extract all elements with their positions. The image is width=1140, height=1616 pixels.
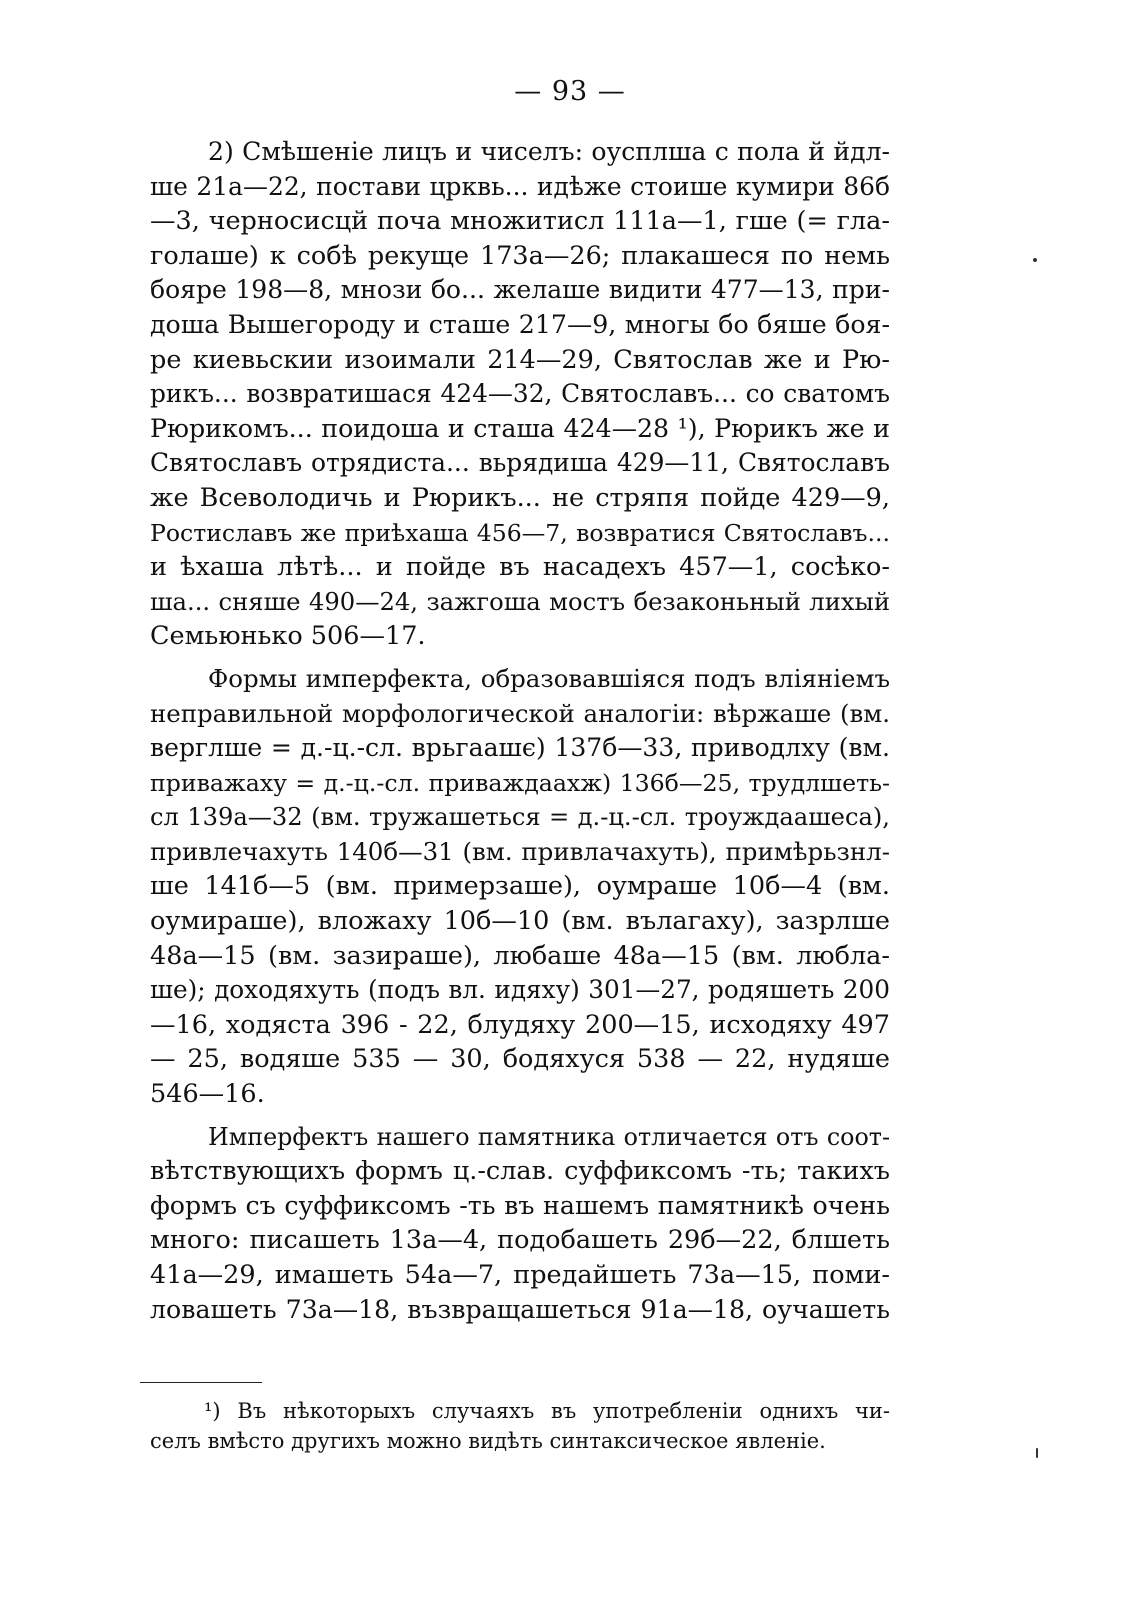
text-line: 48а—15 (вм. зазираше), любаше 48а—15 (вм. любла- xyxy=(150,940,890,971)
text-line: ловашеть 73а—18, възвращашеться 91а—18, оучашеть xyxy=(150,1294,890,1324)
paragraph-2 xyxy=(150,662,890,1112)
text-line: много: писашеть 13а—4, подобашеть 29б—22, блшеть xyxy=(150,1225,890,1256)
footnote-line: ¹) Въ нѣкоторыхъ случаяхъ въ употребленіи однихъ чи- xyxy=(204,1399,890,1423)
body-text xyxy=(150,135,890,1335)
scan-speck xyxy=(1036,1448,1038,1458)
text-line: ше 141б—5 (вм. примерзаше), оумраше 10б—4 (вм. xyxy=(150,871,890,902)
text-line: ре киевьскии изоимали 214—29, Святослав же и Рю- xyxy=(150,344,890,375)
text-line: оумираше), вложаху 10б—10 (вм. вълагаху), зазрлше xyxy=(150,906,890,937)
text-line: верглше = д.-ц.-сл. врьгаашє) 137б—33, приводлху (вм. xyxy=(150,733,890,763)
text-line: —3, черносисцй поча множитисл 111а—1, гше (= гла- xyxy=(150,206,890,237)
text-line: Семьюнько 506—17. xyxy=(150,621,426,652)
text-line: бояре 198—8, мнози бо... желаше видити 477—13, при- xyxy=(150,275,890,305)
text-line: сл 139а—32 (вм. тружашеться = д.-ц.-сл. троуждаашеса), xyxy=(150,803,890,832)
footnote xyxy=(150,1396,890,1456)
footnote-divider xyxy=(140,1382,262,1383)
text-line: —16, ходяста 396 - 22, блудяху 200—15, исходяху 497 xyxy=(150,1009,890,1040)
text-line: 546—16. xyxy=(150,1079,265,1110)
paragraph-3 xyxy=(150,1120,890,1328)
text-line: доша Вышегороду и сташе 217—9, многы бо бяше боя- xyxy=(150,309,890,339)
text-line: — 25, водяше 535 — 30, бодяхуся 538 — 22, нудяше xyxy=(150,1044,890,1075)
text-line: 2) Смѣшеніе лицъ и чиселъ: оусплша с пола й йдл- xyxy=(208,137,890,166)
text-line: ше 21а—22, постави црквь... идѣже стоише кумири 86б xyxy=(150,171,890,201)
text-line: приважаху = д.-ц.-сл. приваждаахж) 136б—25, трудлшеть- xyxy=(150,768,890,797)
text-line: голаше) к собѣ рекуще 173а—26; плакашеся по немь xyxy=(150,240,890,271)
text-line: неправильной морфологической аналогіи: вѣржаше (вм. xyxy=(150,698,890,728)
text-line: Формы имперфекта, образовавшіяся подъ вліяніемъ xyxy=(208,663,890,693)
text-line: и ѣхаша лѣтѣ... и пойде въ насадехъ 457—1, сосѣко- xyxy=(150,552,890,583)
text-line: вѣтствующихъ формъ ц.-слав. суффиксомъ -ть; такихъ xyxy=(150,1156,890,1187)
text-line: же Всеволодичь и Рюрикъ... не стряпя пойде 429—9, xyxy=(150,482,890,513)
text-line: привлечахуть 140б—31 (вм. привлачахуть), примѣрьзнл- xyxy=(150,836,890,866)
text-line: рикъ... возвратишася 424—32, Святославъ... со сватомъ xyxy=(150,379,890,409)
scan-speck xyxy=(1033,258,1037,262)
text-line: 41а—29, имашеть 54а—7, предайшеть 73а—15, поми- xyxy=(150,1260,890,1290)
text-line: Святославъ отрядиста... вьрядиша 429—11, Святославъ xyxy=(150,448,890,478)
page-number: — 93 — xyxy=(514,76,626,107)
text-line: ше); доходяхуть (подъ вл. идяху) 301—27, родяшеть 200 xyxy=(150,975,890,1005)
text-line: Рюрикомъ... поидоша и сташа 424—28 ¹), Рюрикъ же и xyxy=(150,413,890,443)
paragraph-1 xyxy=(150,135,890,654)
text-line: Имперфектъ нашего памятника отличается отъ соот- xyxy=(208,1122,890,1151)
text-line: формъ съ суффиксомъ -ть въ нашемъ памятникѣ очень xyxy=(150,1190,890,1220)
text-line: ша... сняше 490—24, зажгоша мостъ безаконьный лихый xyxy=(150,586,890,616)
footnote-line: селъ вмѣсто другихъ можно видѣть синтаксическое явленіе. xyxy=(150,1429,826,1453)
text-line: Ростиславъ же приѣхаша 456—7, возвратися Святославъ... xyxy=(150,518,890,547)
